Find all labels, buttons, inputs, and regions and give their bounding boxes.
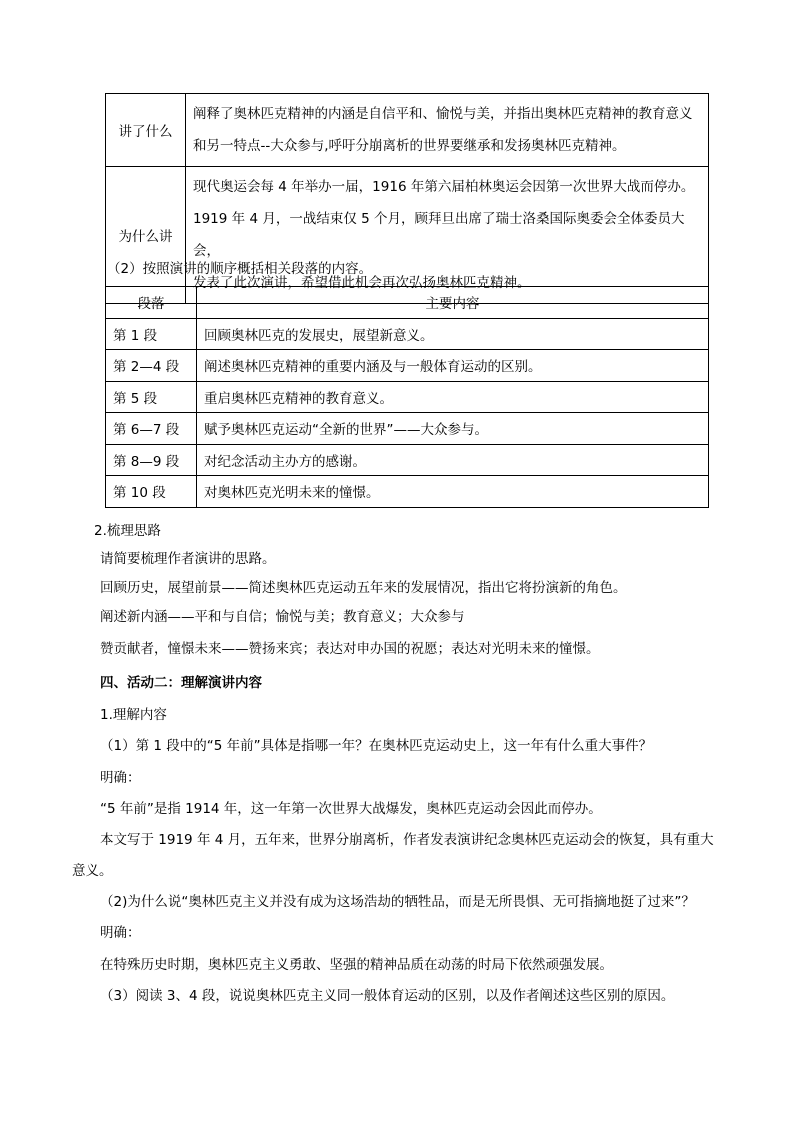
row-content <box>186 167 709 304</box>
row-content <box>186 94 709 167</box>
body-text: 在特殊历史时期，奥林匹克主义勇敢、坚强的精神品质在动荡的时局下依然顽强发展。 <box>100 957 613 973</box>
body-text: 本文写于 1919 年 4 月，五年来，世界分崩离析，作者发表演讲纪念奥林匹克运动会的恢复，具有重大 <box>100 832 714 848</box>
table-row <box>106 413 709 445</box>
paragraph-table <box>105 286 709 508</box>
paragraph-cell: 第 1 段 <box>106 318 197 350</box>
content-cell: 对奥林匹克光明未来的憧憬。 <box>197 476 709 508</box>
question-text: （2)为什么说“奥林匹克主义并没有成为这场浩劫的牺牲品，而是无所畏惧、无可指摘地挺了过来”？ <box>100 894 695 910</box>
column-header: 段落 <box>106 287 197 319</box>
answer-label: 明确： <box>100 770 141 786</box>
table-row <box>106 318 709 350</box>
body-text: 阐述新内涵——平和与自信；愉悦与美；教育意义；大众参与 <box>100 609 465 625</box>
table-row <box>106 167 709 304</box>
content-line: 1919 年 4 月，一战结束仅 5 个月，顾拜旦出席了瑞士洛桑国际奥委会全体委员大会， <box>193 211 685 259</box>
content-line: 和另一特点--大众参与,呼吁分崩离析的世界要继承和发扬奥林匹克精神。 <box>193 138 626 154</box>
content-line: 阐释了奥林匹克精神的内涵是自信平和、愉悦与美，并指出奥林匹克精神的教育意义 <box>193 106 693 122</box>
content-cell: 对纪念活动主办方的感谢。 <box>197 444 709 476</box>
table-header-row <box>106 287 709 319</box>
table-row <box>106 381 709 413</box>
content-line: 发表了此次演讲，希望借此机会再次弘扬奥林匹克精神。 <box>193 275 531 291</box>
section-heading: 四、活动二：理解演讲内容 <box>100 675 262 691</box>
table-row <box>106 444 709 476</box>
paragraph-cell: 第 2—4 段 <box>106 350 197 382</box>
content-cell: 回顾奥林匹克的发展史，展望新意义。 <box>197 318 709 350</box>
body-text: 请简要梳理作者演讲的思路。 <box>100 551 276 567</box>
content-cell: 赋予奥林匹克运动“全新的世界”——大众参与。 <box>197 413 709 445</box>
sub-heading: 1.理解内容 <box>100 707 167 723</box>
paragraph-cell: 第 10 段 <box>106 476 197 508</box>
question-text: （3）阅读 3、4 段，说说奥林匹克主义同一般体育运动的区别，以及作者阐述这些区别的原因。 <box>100 988 675 1004</box>
column-header: 主要内容 <box>197 287 709 319</box>
table-row <box>106 94 709 167</box>
table-row <box>106 350 709 382</box>
body-text: 意义。 <box>72 863 113 879</box>
question-text: （1）第 1 段中的“5 年前”具体是指哪一年？在奥林匹克运动史上，这一年有什么重大事件？ <box>100 738 653 754</box>
row-label: 讲了什么 <box>106 94 186 167</box>
body-text: 赞贡献者，憧憬未来——赞扬来宾；表达对申办国的祝愿；表达对光明未来的憧憬。 <box>100 641 600 657</box>
content-cell: 阐述奥林匹克精神的重要内涵及与一般体育运动的区别。 <box>197 350 709 382</box>
body-text: 回顾历史，展望前景——简述奥林匹克运动五年来的发展情况，指出它将扮演新的角色。 <box>100 580 627 596</box>
answer-label: 明确： <box>100 925 141 941</box>
content-line: 现代奥运会每 4 年举办一届，1916 年第六届柏林奥运会因第一次世界大战而停办。 <box>193 179 695 195</box>
paragraph-cell: 第 5 段 <box>106 381 197 413</box>
question-text: （2）按照演讲的顺序概括相关段落的内容。 <box>107 261 373 277</box>
table-row <box>106 476 709 508</box>
row-label: 为什么讲 <box>106 167 186 304</box>
body-text: “5 年前”是指 1914 年，这一年第一次世界大战爆发，奥林匹克运动会因此而停办。 <box>100 801 602 817</box>
content-cell: 重启奥林匹克精神的教育意义。 <box>197 381 709 413</box>
paragraph-cell: 第 6—7 段 <box>106 413 197 445</box>
paragraph-cell: 第 8—9 段 <box>106 444 197 476</box>
section-heading: 2.梳理思路 <box>94 523 161 539</box>
